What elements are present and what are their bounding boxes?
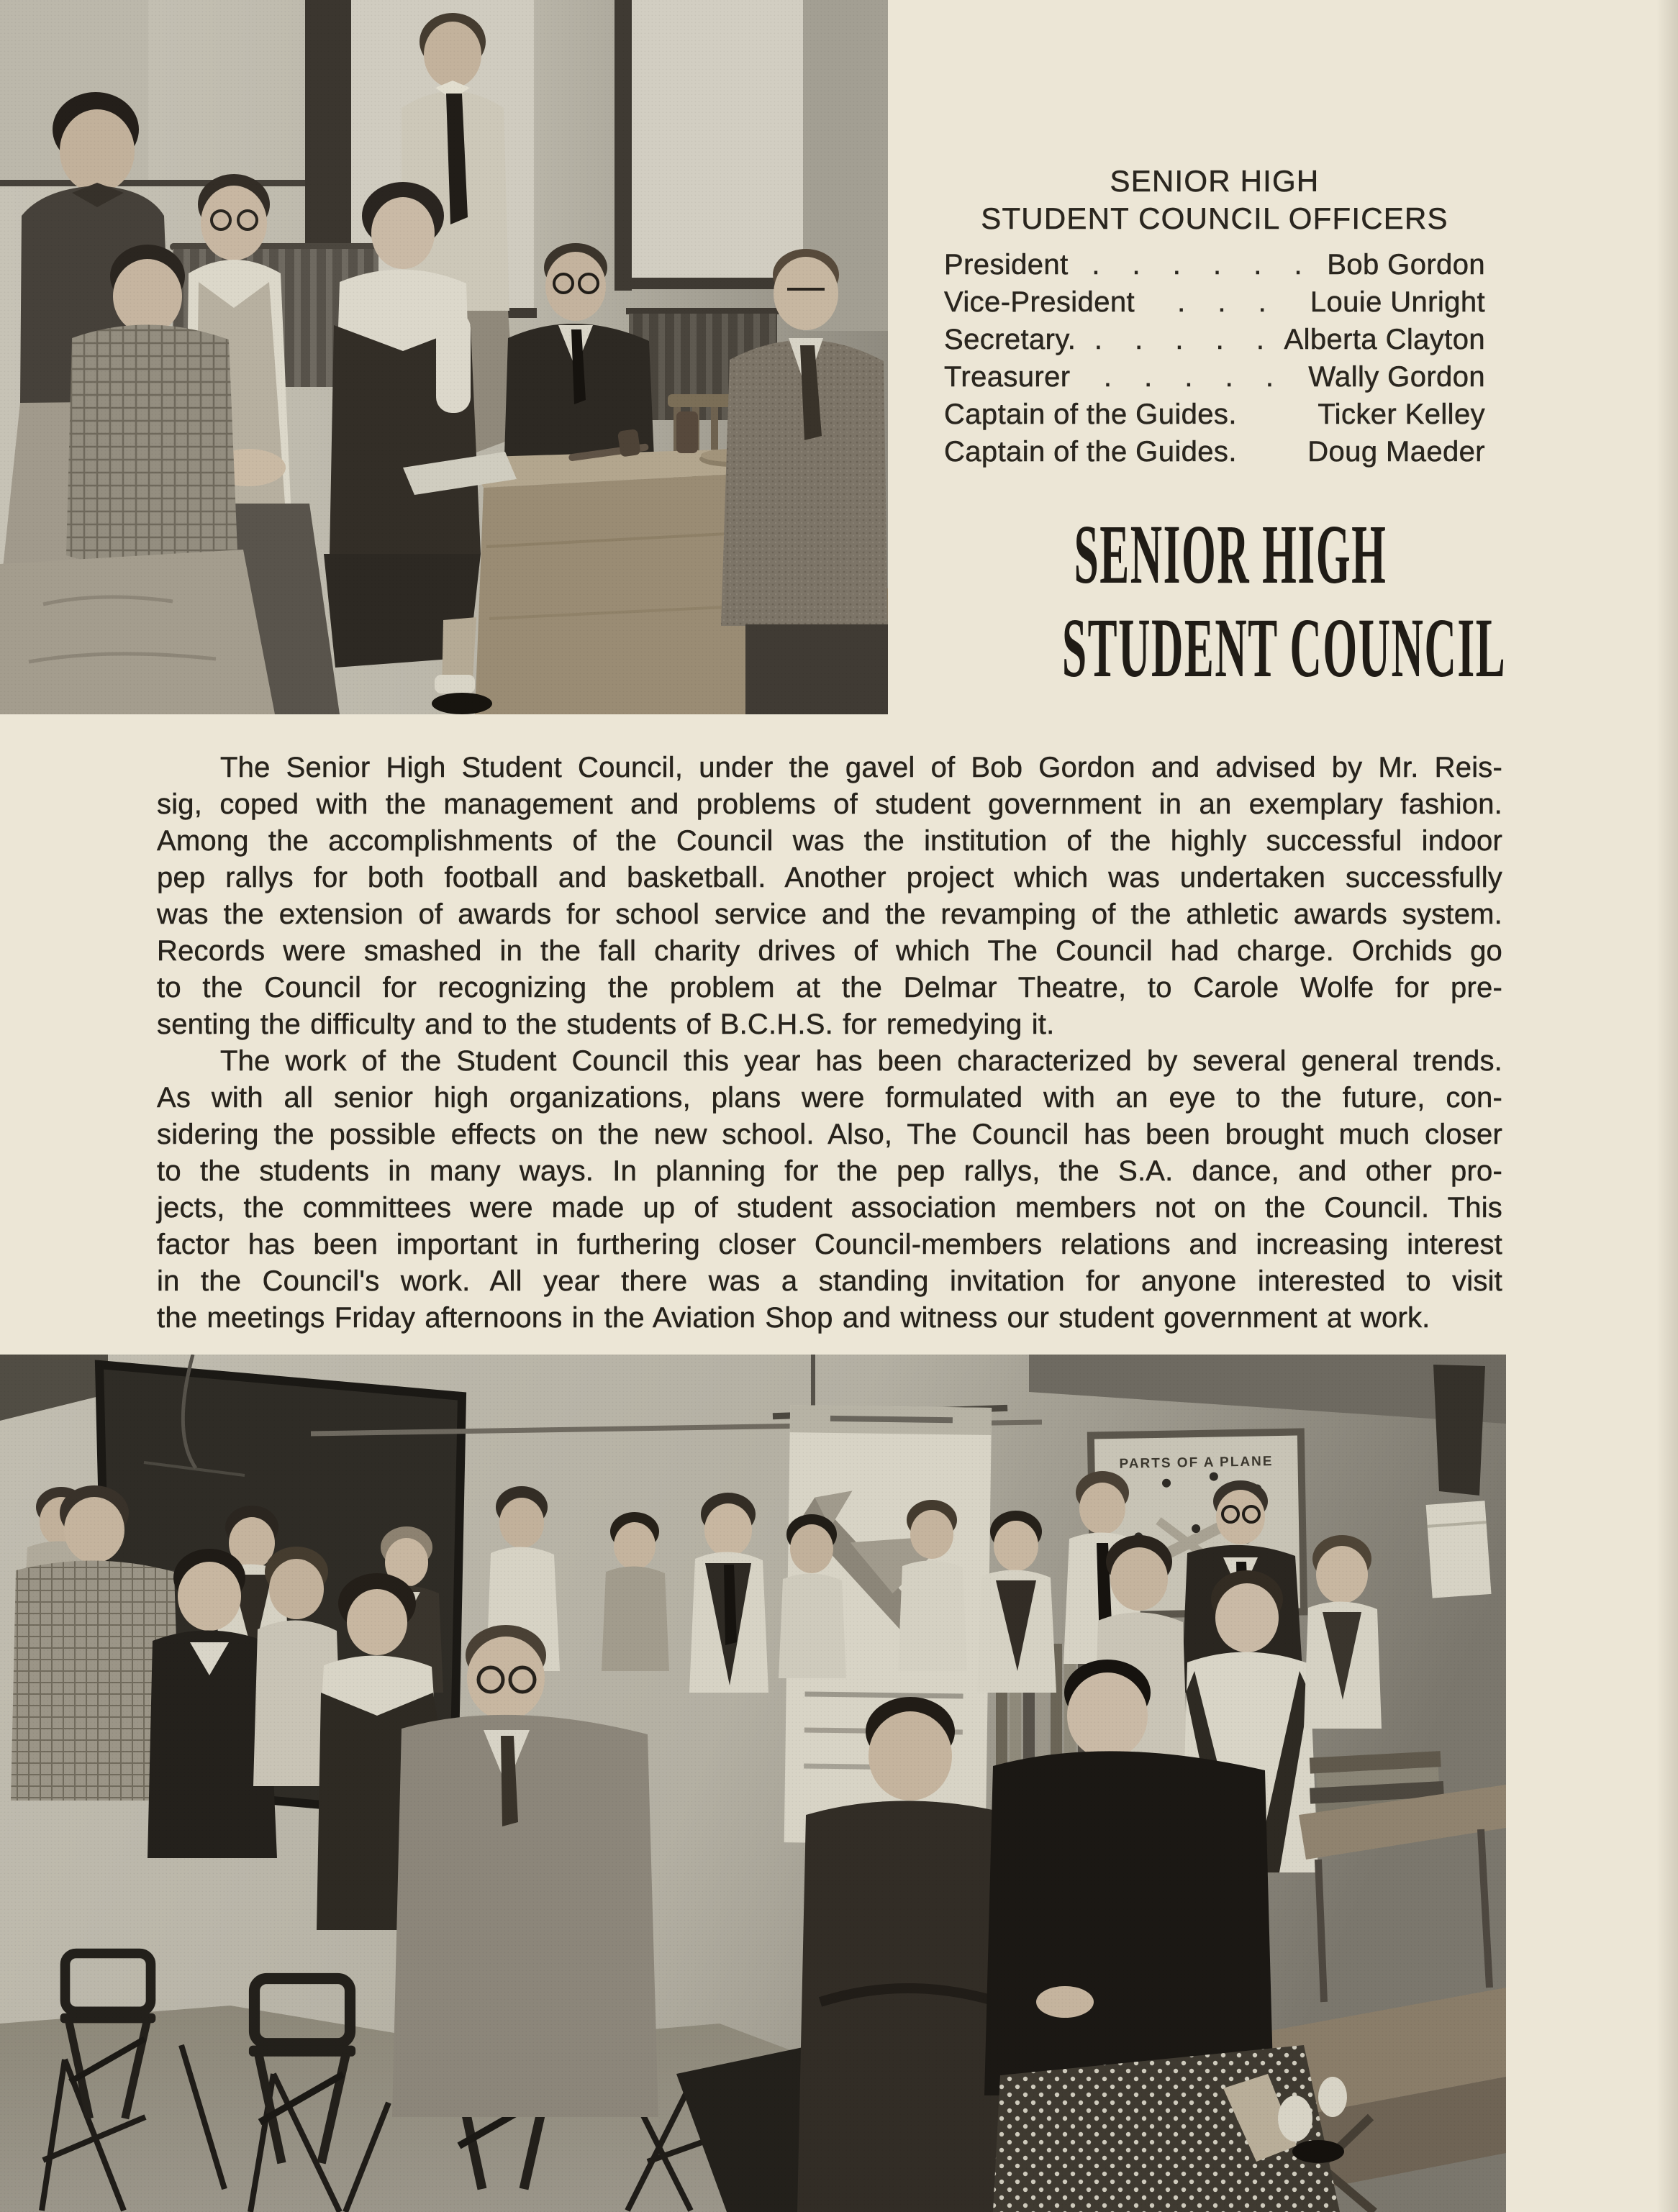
officer-name: Alberta Clayton [1284,324,1485,355]
article-line: The Senior High Student Council, under the gavel of Bob Gordon and advised by Mr. Reis- [220,752,1502,783]
officer-row [944,358,1485,396]
officers-heading-line1: SENIOR HIGH [1110,164,1320,198]
article-line: to the students in many ways. In planning for the pep rallys, the S.A. dance, and other pro- [157,1155,1502,1187]
officer-name: Ticker Kelley [1318,399,1485,430]
officer-row [944,396,1485,433]
article-line: The work of the Student Council this year has been characterized by several general trends. [220,1045,1502,1077]
page-title-line2: STUDENT COUNCIL [1062,601,1507,695]
officer-role: Treasurer [944,361,1071,393]
article-line: jects, the committees were made up of student association members not on the Council. This [157,1192,1502,1224]
officer-role: President [944,249,1069,281]
officer-name: Doug Maeder [1307,436,1485,468]
page-title [907,508,1554,695]
officers-heading-line2: STUDENT COUNCIL OFFICERS [981,201,1448,235]
officers-block [944,163,1485,470]
page-title-line1: SENIOR HIGH [1074,507,1387,601]
dot-leader: . . . . . [1103,361,1275,393]
article-line: senting the difficulty and to the students of B.C.H.S. for remedying it. [157,1009,1055,1040]
dot-leader: . . . . . [1094,324,1266,355]
dot-leader: . . . . . . [1092,249,1304,281]
officer-name: Bob Gordon [1327,249,1485,281]
officer-name: Louie Unright [1310,286,1485,318]
chart-title: PARTS OF A PLANE [1119,1454,1274,1472]
article-line: pep rallys for both football and basketball. Another project which was undertaken successfully [157,862,1502,893]
officers-rows [944,246,1485,470]
officer-role: Captain of the Guides. [944,436,1237,468]
article-line: sig, coped with the management and problems of student government in an exemplary fashion. [157,788,1502,820]
student-council-officers-photo [0,0,888,714]
officer-role: Vice-President [944,286,1135,318]
dot-leader: . . . [1177,286,1268,318]
officer-role: Captain of the Guides. [944,399,1237,430]
officer-row [944,321,1485,358]
bottom-photo-illustration [0,1355,1506,2212]
article-line: Records were smashed in the fall charity drives of which The Council had charge. Orchids go [157,935,1502,967]
article-line: As with all senior high organizations, plans were formulated with an eye to the future, con- [157,1082,1502,1114]
officer-row [944,433,1485,470]
officer-name: Wally Gordon [1308,361,1485,393]
article-line: to the Council for recognizing the problem at the Delmar Theatre, to Carole Wolfe for pre- [157,972,1502,1003]
article-line: the meetings Friday afternoons in the Aviation Shop and witness our student government at work. [157,1302,1430,1334]
article-body [157,750,1502,1337]
student-council-classroom-photo [0,1355,1506,2212]
article-line: Among the accomplishments of the Council was the institution of the highly successful indoor [157,825,1502,857]
article-line: in the Council's work. All year there was a standing invitation for anyone interested to visit [157,1265,1502,1297]
article-line: factor has been important in furthering closer Council-members relations and increasing interest [157,1229,1502,1260]
article-line: sidering the possible effects on the new school. Also, The Council has been brought much closer [157,1119,1502,1150]
top-photo-illustration [0,0,888,714]
article-line: was the extension of awards for school service and the revamping of the athletic awards system. [157,898,1502,930]
officer-row [944,246,1485,283]
officer-role: Secretary. [944,324,1076,355]
officer-row [944,283,1485,321]
